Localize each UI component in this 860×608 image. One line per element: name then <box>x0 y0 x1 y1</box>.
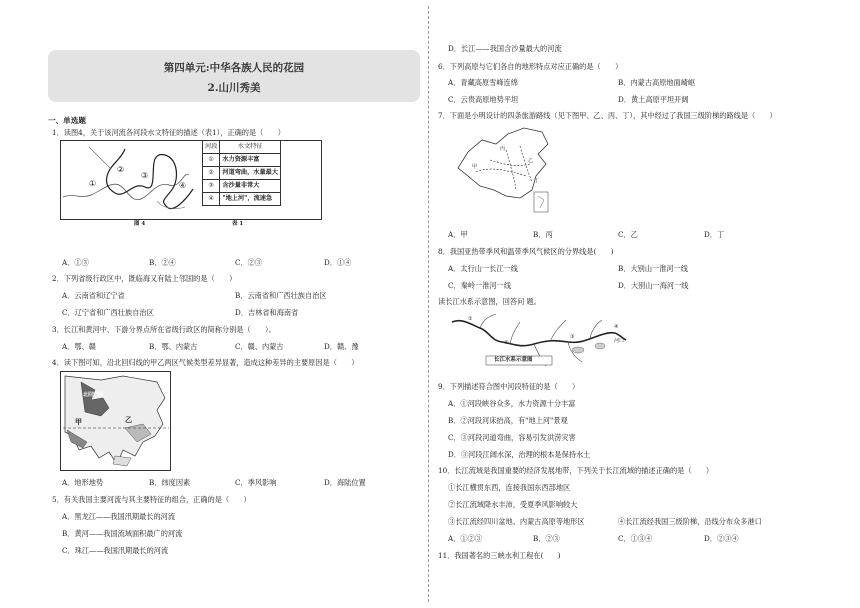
q10-stem: 10．长江流域是我国重要的经济发展地带，下列关于长江流域的描述正确的是（ ） <box>438 466 714 475</box>
q9-stem: 9．下列描述符合图中河段特征的是（ ） <box>438 382 580 391</box>
section-heading: 一、单选题 <box>48 116 86 125</box>
china-route-map <box>450 124 560 216</box>
table-cell: ③ <box>203 180 220 193</box>
yangtze-label-3: ③ <box>570 334 575 340</box>
table-cell: ② <box>203 167 220 180</box>
table-header-feature: 水文特征 <box>220 141 281 154</box>
q9-option-a[interactable]: A．①河段峡谷众多，水力资源十分丰富 <box>448 399 576 408</box>
q6-option-d[interactable]: D．黄土高原平坦开阔 <box>618 95 689 104</box>
q8-option-b[interactable]: B．大别山一淮河一线 <box>618 264 688 273</box>
q6-stem: 6．下列高原与它们各自的地形特点对应正确的是（ ） <box>438 62 623 71</box>
q4-option-c[interactable]: C．季风影响 <box>235 478 277 487</box>
yangtze-intro: 读长江水系示意图，回答问 题。 <box>438 297 541 306</box>
q7-label-yi: 乙 <box>528 158 534 164</box>
q10-statement-3: ③长江流经四川盆地、内蒙古高原等地形区 <box>448 517 585 526</box>
q3-stem: 3．长江和黄河中、下游分界点所在省级行政区的简称分别是（ ）。 <box>52 325 276 334</box>
q3-option-c[interactable]: C．赣、内蒙古 <box>235 342 284 351</box>
left-column <box>48 0 420 608</box>
q7-option-d[interactable]: D．丁 <box>704 230 725 239</box>
table-cell: ① <box>203 154 220 167</box>
q1-option-c[interactable]: C．②③ <box>235 258 263 267</box>
yangtze-label-2: ② <box>504 340 509 346</box>
q5-option-c[interactable]: C．珠江——我国汛期最长的河流 <box>62 546 169 555</box>
q1-table-caption: 表 1 <box>232 221 244 227</box>
q10-option-a[interactable]: A．①②③ <box>448 534 482 543</box>
yangtze-label-mouth: 河口 <box>614 338 625 344</box>
yangtze-map <box>450 312 630 372</box>
q1-map-label-2: ② <box>117 165 125 174</box>
q4-option-d[interactable]: D．海陆位置 <box>324 478 366 487</box>
q1-option-a[interactable]: A．①③ <box>62 258 89 267</box>
lesson-title: 2.山川秀美 <box>207 82 261 94</box>
q1-option-d[interactable]: D．①④ <box>324 258 352 267</box>
q10-statement-1: ①长江横贯东西，连接我国东西部地区 <box>448 483 571 492</box>
unit-title: 第四单元:中华各族人民的花园 <box>163 62 305 74</box>
q7-option-c[interactable]: C．乙 <box>618 230 638 239</box>
q10-option-c[interactable]: C．①③④ <box>618 534 653 543</box>
q7-label-ding: 丁 <box>534 178 540 184</box>
q9-option-c[interactable]: C．③河段河道弯曲，容易引发洪涝灾害 <box>448 433 576 442</box>
table-cell: ④ <box>203 193 220 206</box>
q2-option-a[interactable]: A．云南省和辽宁省 <box>62 291 125 300</box>
q2-option-b[interactable]: B．云南省和广西壮族自治区 <box>235 291 327 300</box>
q3-option-d[interactable]: D．赣、豫 <box>324 342 359 351</box>
q2-option-c[interactable]: C．辽宁省和广西壮族自治区 <box>62 308 154 317</box>
q2-stem: 2．下列省级行政区中，既临海又有陆上邻国的是（ ） <box>52 274 237 283</box>
column-divider <box>428 6 429 602</box>
tropic-label: 北回归线 <box>83 392 104 398</box>
table-cell: 含沙量非常大 <box>220 180 281 193</box>
q10-option-d[interactable]: D．②③④ <box>704 534 739 543</box>
table-cell: "地上河"，流速急 <box>220 193 281 206</box>
q9-option-d[interactable]: D．③河段江阔水深，治理的根本是保持水土 <box>448 450 591 459</box>
q4-label-jia: 甲 <box>75 417 82 426</box>
hydrology-table <box>202 140 281 206</box>
q4-option-a[interactable]: A．地形地势 <box>62 478 104 487</box>
q5-option-d[interactable]: D．长江——我国含沙量最大的河流 <box>448 44 562 53</box>
q5-option-a[interactable]: A．黑龙江——我国汛期最长的河流 <box>62 512 176 521</box>
q10-option-b[interactable]: B．②③ <box>533 534 560 543</box>
q7-option-b[interactable]: B．丙 <box>533 230 553 239</box>
q5-stem: 5．有关我国主要河流与其主要特征的组合，正确的是（ ） <box>52 495 251 504</box>
yangtze-figure <box>450 312 630 372</box>
q3-option-a[interactable]: A．鄂、赣 <box>62 342 96 351</box>
q8-option-a[interactable]: A．太行山一长江一线 <box>448 264 518 273</box>
q6-option-c[interactable]: C．云贵高原地势平坦 <box>448 95 519 104</box>
right-column <box>436 0 826 608</box>
q3-option-b[interactable]: B．鄂、内蒙古 <box>149 342 198 351</box>
table-cell: 河道弯曲，水量最大 <box>220 167 281 180</box>
q10-statement-2: ②长江流域降水丰沛，受夏季风影响较大 <box>448 500 578 509</box>
table-cell: 水力资源丰富 <box>220 154 281 167</box>
q7-stem: 7．下面是小明设计的四条旅游路线（见下图甲、乙、丙、丁），其中经过了我国三级阶梯的路线是（ ） <box>438 111 777 120</box>
table-header-section: 河段 <box>203 141 220 154</box>
q8-option-c[interactable]: C．秦岭一淮河一线 <box>448 281 512 290</box>
q7-label-bing: 丙 <box>500 146 506 152</box>
q7-option-a[interactable]: A．甲 <box>448 230 468 239</box>
q1-stem: 1．读图4，关于该河流各河段水文特征的描述（表1），正确的是（ ） <box>52 128 285 137</box>
q4-label-yi: 乙 <box>125 415 132 424</box>
q1-figure-caption: 图 4 <box>134 221 146 227</box>
q11-stem: 11．我国著名的三峡水利工程在( ) <box>438 551 561 560</box>
q4-figure <box>60 371 171 471</box>
q10-statement-4: ④长江流经我国三级阶梯，沿线分布众多港口 <box>618 517 762 526</box>
q4-option-b[interactable]: B．纬度因素 <box>149 478 191 487</box>
yangtze-label-4: ④ <box>614 324 619 330</box>
q7-figure <box>450 124 560 216</box>
q9-option-b[interactable]: B．②河段河床抬高，有"地上河"景观 <box>448 416 568 425</box>
q5-option-b[interactable]: B．黄河——我国流域面积最广的河流 <box>62 529 183 538</box>
q1-map-label-1: ① <box>89 179 97 188</box>
q8-option-d[interactable]: D．大别山一海河一线 <box>618 281 689 290</box>
yangtze-figure-caption: 长江水系示意图 <box>494 357 533 363</box>
yangtze-label-1: ① <box>468 316 473 322</box>
q1-figure <box>60 140 322 220</box>
q6-option-b[interactable]: B．内蒙古高原地面崎岖 <box>618 78 696 87</box>
q8-stem: 8．我国亚热带季风和温带季风气候区的分界线是( ) <box>438 247 614 256</box>
title-banner <box>48 50 420 102</box>
q2-option-d[interactable]: D．吉林省和海南省 <box>235 308 299 317</box>
q1-option-b[interactable]: B．②④ <box>149 258 176 267</box>
q7-label-jia: 甲 <box>472 164 478 170</box>
q6-option-a[interactable]: A．青藏高原雪峰连绵 <box>448 78 518 87</box>
river-map <box>61 141 201 219</box>
q1-map-label-4: ④ <box>179 181 187 190</box>
q4-stem: 4．读下图可知，沿北回归线的甲乙两区气候类型差异显著，造成这种差异的主要原因是（ ） <box>52 358 359 367</box>
q1-map-label-3: ③ <box>141 171 149 180</box>
